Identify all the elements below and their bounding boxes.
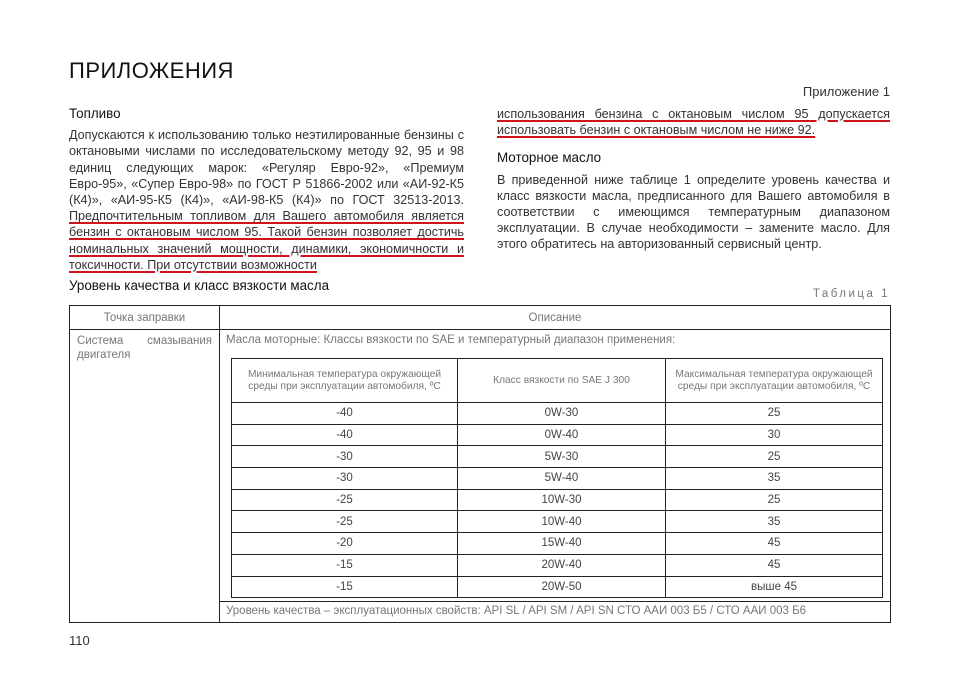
- viscosity-class: 0W-30: [458, 403, 666, 425]
- viscosity-table: [231, 358, 883, 598]
- oil-table: [69, 305, 891, 623]
- table-row: [232, 446, 883, 468]
- max-temp: 30: [666, 424, 883, 446]
- min-temp: -30: [232, 446, 458, 468]
- fuel-text-underlined: Предпочтительным топливом для Вашего автомобиля является бензин с октановым числом 95. Такой бензин позволяет достичь номинальных значений мощности, динамики, экономичности и токсичности. При отсутствии возможности: [69, 209, 464, 272]
- min-temp: -15: [232, 554, 458, 576]
- table-row: [232, 424, 883, 446]
- min-temp: -25: [232, 489, 458, 511]
- viscosity-class: 10W-30: [458, 489, 666, 511]
- page-number: 110: [69, 633, 90, 648]
- motor-oil-heading: Моторное масло: [497, 150, 602, 166]
- min-temp: -15: [232, 576, 458, 598]
- viscosity-class: 0W-40: [458, 424, 666, 446]
- system-word-2: смазывания: [147, 335, 212, 347]
- max-temp: выше 45: [666, 576, 883, 598]
- max-temp: 35: [666, 511, 883, 533]
- viscosity-class: 20W-40: [458, 554, 666, 576]
- max-temp: 25: [666, 489, 883, 511]
- table-row: [232, 576, 883, 598]
- right-column: [497, 106, 890, 253]
- viscosity-class: 5W-40: [458, 468, 666, 490]
- fuel-section: [69, 106, 464, 273]
- min-temp: -20: [232, 533, 458, 555]
- min-temp: -40: [232, 403, 458, 425]
- max-temp: 35: [666, 468, 883, 490]
- table-row: [232, 511, 883, 533]
- appendix-number: Приложение 1: [802, 84, 890, 99]
- page-title: ПРИЛОЖЕНИЯ: [69, 58, 234, 83]
- fuel-text-plain: Допускаются к использованию только неэтилированные бензины с октановыми числами по исследовательскому методу 92, 95 и 98 единиц следующих марок: «Регуляр Евро-92», «Премиум Евро-95», «Супер Евро-98» по ГОСТ Р 51866-2002 или «АИ-92-К5 (К4)», «АИ-95-К5 (К4)», «АИ-98-К5 (К4)» по ГОСТ 32513-2013.: [69, 128, 464, 208]
- max-temp: 45: [666, 533, 883, 555]
- min-temp: -25: [232, 511, 458, 533]
- viscosity-class: 15W-40: [458, 533, 666, 555]
- viscosity-class: 20W-50: [458, 576, 666, 598]
- fuel-heading: Топливо: [69, 106, 121, 121]
- fuel-text-continued: использования бензина с октановым числом 95 допускается использовать бензин с октановым числом не ниже 92.: [497, 107, 890, 138]
- max-temp: 45: [666, 554, 883, 576]
- table-label: Таблица 1: [812, 288, 890, 300]
- desc-header: Масла моторные: Классы вязкости по SAE и температурный диапазон применения:: [226, 334, 676, 346]
- min-temp: -40: [232, 424, 458, 446]
- col-header-point: Точка заправки: [70, 306, 220, 330]
- quality-level-footer: Уровень качества – эксплуатационных свойств: API SL / API SM / API SN СТО ААИ 003 Б5 / СТО ААИ 003 Б6: [220, 601, 890, 622]
- fuel-text: [69, 127, 464, 273]
- table-row: [232, 403, 883, 425]
- system-word-3: двигателя: [77, 349, 131, 361]
- inner-header-min-temp: Минимальная температура окружающей среды при эксплуатации автомобиля, ºС: [232, 359, 458, 403]
- max-temp: 25: [666, 403, 883, 425]
- motor-oil-text: В приведенной ниже таблице 1 определите уровень качества и класс вязкости масла, предписанного для Вашего автомобиля в соответствии с имеющимся температурным диапазоном эксплуатации. В случае необходимости – замените масло. Для этого обратитесь на авторизованный сервисный центр.: [497, 172, 890, 252]
- table-row: [232, 533, 883, 555]
- viscosity-class: 5W-30: [458, 446, 666, 468]
- col-header-desc: Описание: [220, 306, 890, 330]
- min-temp: -30: [232, 468, 458, 490]
- inner-header-viscosity: Класс вязкости по SAE J 300: [458, 359, 666, 403]
- cell-lubrication-system: [70, 330, 220, 622]
- oil-table-heading: Уровень качества и класс вязкости масла: [69, 278, 330, 293]
- table-row: [232, 489, 883, 511]
- system-word-1: Система: [77, 335, 124, 347]
- table-row: [232, 554, 883, 576]
- viscosity-class: 10W-40: [458, 511, 666, 533]
- inner-header-max-temp: Максимальная температура окружающей среды при эксплуатации автомобиля, ºС: [666, 359, 883, 403]
- max-temp: 25: [666, 446, 883, 468]
- table-row: [232, 468, 883, 490]
